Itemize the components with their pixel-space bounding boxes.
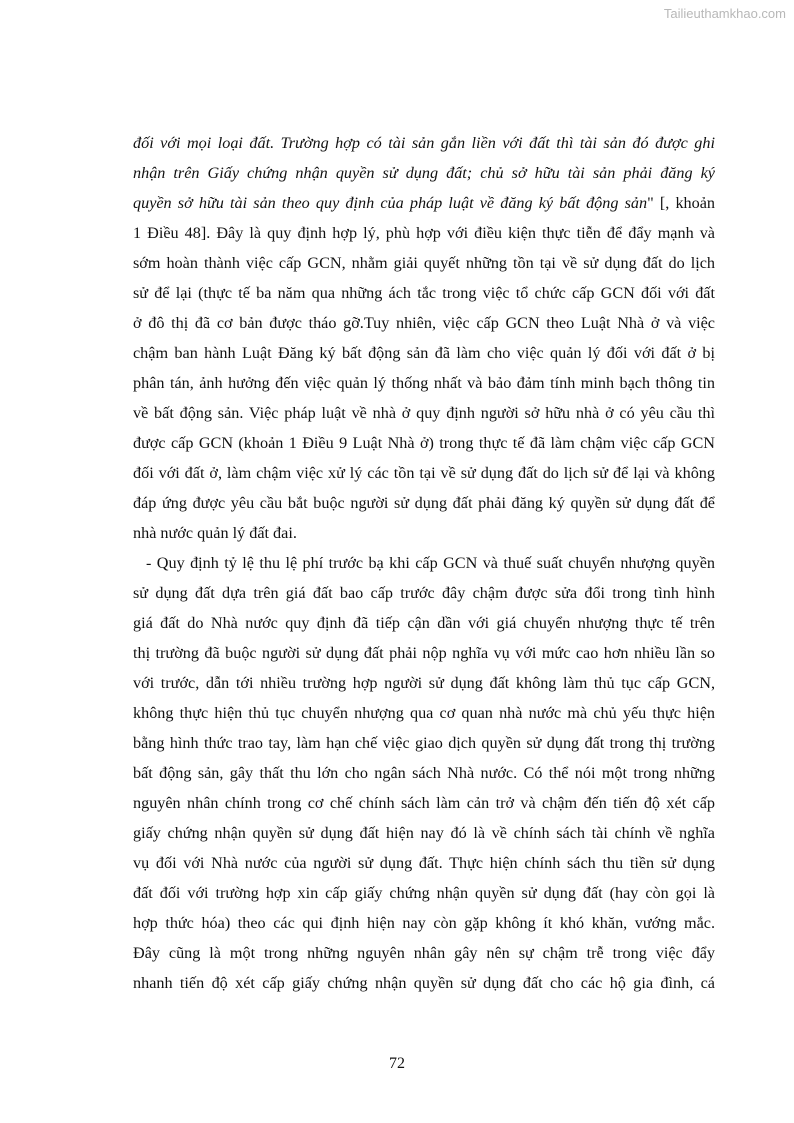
- text-line: với trước, dẫn tới nhiều trường hợp người sử dụng đất không làm thủ tục cấp GCN,: [133, 674, 715, 692]
- text-line: nhà nước quản lý đất đai.: [133, 524, 297, 542]
- text-line: hợp thức hóa) theo các qui định hiện nay còn gặp không ít khó khăn, vướng mắc.: [133, 914, 715, 932]
- text-line: [133, 188, 715, 218]
- text-line: [133, 158, 715, 188]
- text-line: ở đô thị đã cơ bản được tháo gỡ.Tuy nhiên, việc cấp GCN theo Luật Nhà ở và việc: [133, 314, 715, 332]
- text-line: về bất động sản. Việc pháp luật về nhà ở quy định người sở hữu nhà ở có yêu cầu thì: [133, 404, 715, 422]
- text-line: bằng hình thức trao tay, làm hạn chế việc giao dịch quyền sử dụng đất trong thị trường: [133, 734, 715, 752]
- text-line: bất động sản, gây thất thu lớn cho ngân sách Nhà nước. Có thể nói một trong những: [133, 764, 715, 782]
- italic-quote: đối với mọi loại đất. Trường hợp có tài sản gắn liền với đất thì tài sản đó được ghi: [133, 134, 715, 152]
- text-line: thị trường đã buộc người sử dụng đất phải nộp nghĩa vụ với mức cao hơn nhiều lần so: [133, 644, 715, 662]
- text-line: không thực hiện thủ tục chuyển nhượng qua cơ quan nhà nước mà chủ yếu thực hiện: [133, 704, 715, 722]
- text-line: vụ đối với Nhà nước của người sử dụng đất. Thực hiện chính sách thu tiền sử dụng: [133, 854, 715, 872]
- text-line: đối với đất ở, làm chậm việc xử lý các tồn tại về sử dụng đất do lịch sử để lại và không: [133, 464, 715, 482]
- text-line: đất đối với trường hợp xin cấp giấy chứng nhận quyền sử dụng đất (hay còn gọi là: [133, 884, 715, 902]
- text-line: giấy chứng nhận quyền sử dụng đất hiện nay đó là về chính sách tài chính về nghĩa: [133, 824, 715, 842]
- italic-quote: nhận trên Giấy chứng nhận quyền sử dụng đất; chủ sở hữu tài sản phải đăng ký: [133, 164, 715, 182]
- text-line: nguyên nhân chính trong cơ chế chính sách làm cản trở và chậm đến tiến độ xét cấp: [133, 794, 715, 812]
- text-line: 1 Điều 48]. Đây là quy định hợp lý, phù hợp với điều kiện thực tiễn để đẩy mạnh và: [133, 224, 715, 242]
- text-line: Đây cũng là một trong những nguyên nhân gây nên sự chậm trễ trong việc đẩy: [133, 944, 715, 962]
- watermark: Tailieuthamkhao.com: [663, 6, 786, 21]
- text-line: chậm ban hành Luật Đăng ký bất động sản đã làm cho việc quản lý đối với đất ở bị: [133, 344, 715, 362]
- page-number: 72: [389, 1055, 405, 1072]
- body-text: [133, 128, 715, 998]
- text-line: - Quy định tỷ lệ thu lệ phí trước bạ khi cấp GCN và thuế suất chuyển nhượng quyền: [146, 554, 715, 572]
- text-line: nhanh tiến độ xét cấp giấy chứng nhận quyền sử dụng đất cho các hộ gia đình, cá: [133, 974, 715, 992]
- text-line: phân tán, ảnh hưởng đến việc quản lý thống nhất và bảo đảm tính minh bạch thông tin: [133, 374, 715, 392]
- text-line: đáp ứng được yêu cầu bắt buộc người sử dụng đất phải đăng ký quyền sử dụng đất để: [133, 494, 715, 512]
- citation: " [, khoản: [647, 194, 716, 212]
- text-line: được cấp GCN (khoản 1 Điều 9 Luật Nhà ở) trong thực tế đã làm chậm việc cấp GCN: [133, 434, 715, 452]
- text-line: sử để lại (thực tế ba năm qua những ách tắc trong việc tổ chức cấp GCN đối với đất: [133, 284, 715, 302]
- italic-quote: quyền sở hữu tài sản theo quy định của pháp luật về đăng ký bất động sản: [133, 194, 648, 212]
- text-line: giá đất do Nhà nước quy định đã tiếp cận dần với giá chuyển nhượng thực tế trên: [133, 614, 715, 632]
- text-line: sớm hoàn thành việc cấp GCN, nhằm giải quyết những tồn tại về sử dụng đất do lịch: [133, 254, 715, 272]
- text-line: [133, 128, 715, 158]
- text-line: sử dụng đất dựa trên giá đất bao cấp trước đây chậm được sửa đổi trong tình hình: [133, 584, 715, 602]
